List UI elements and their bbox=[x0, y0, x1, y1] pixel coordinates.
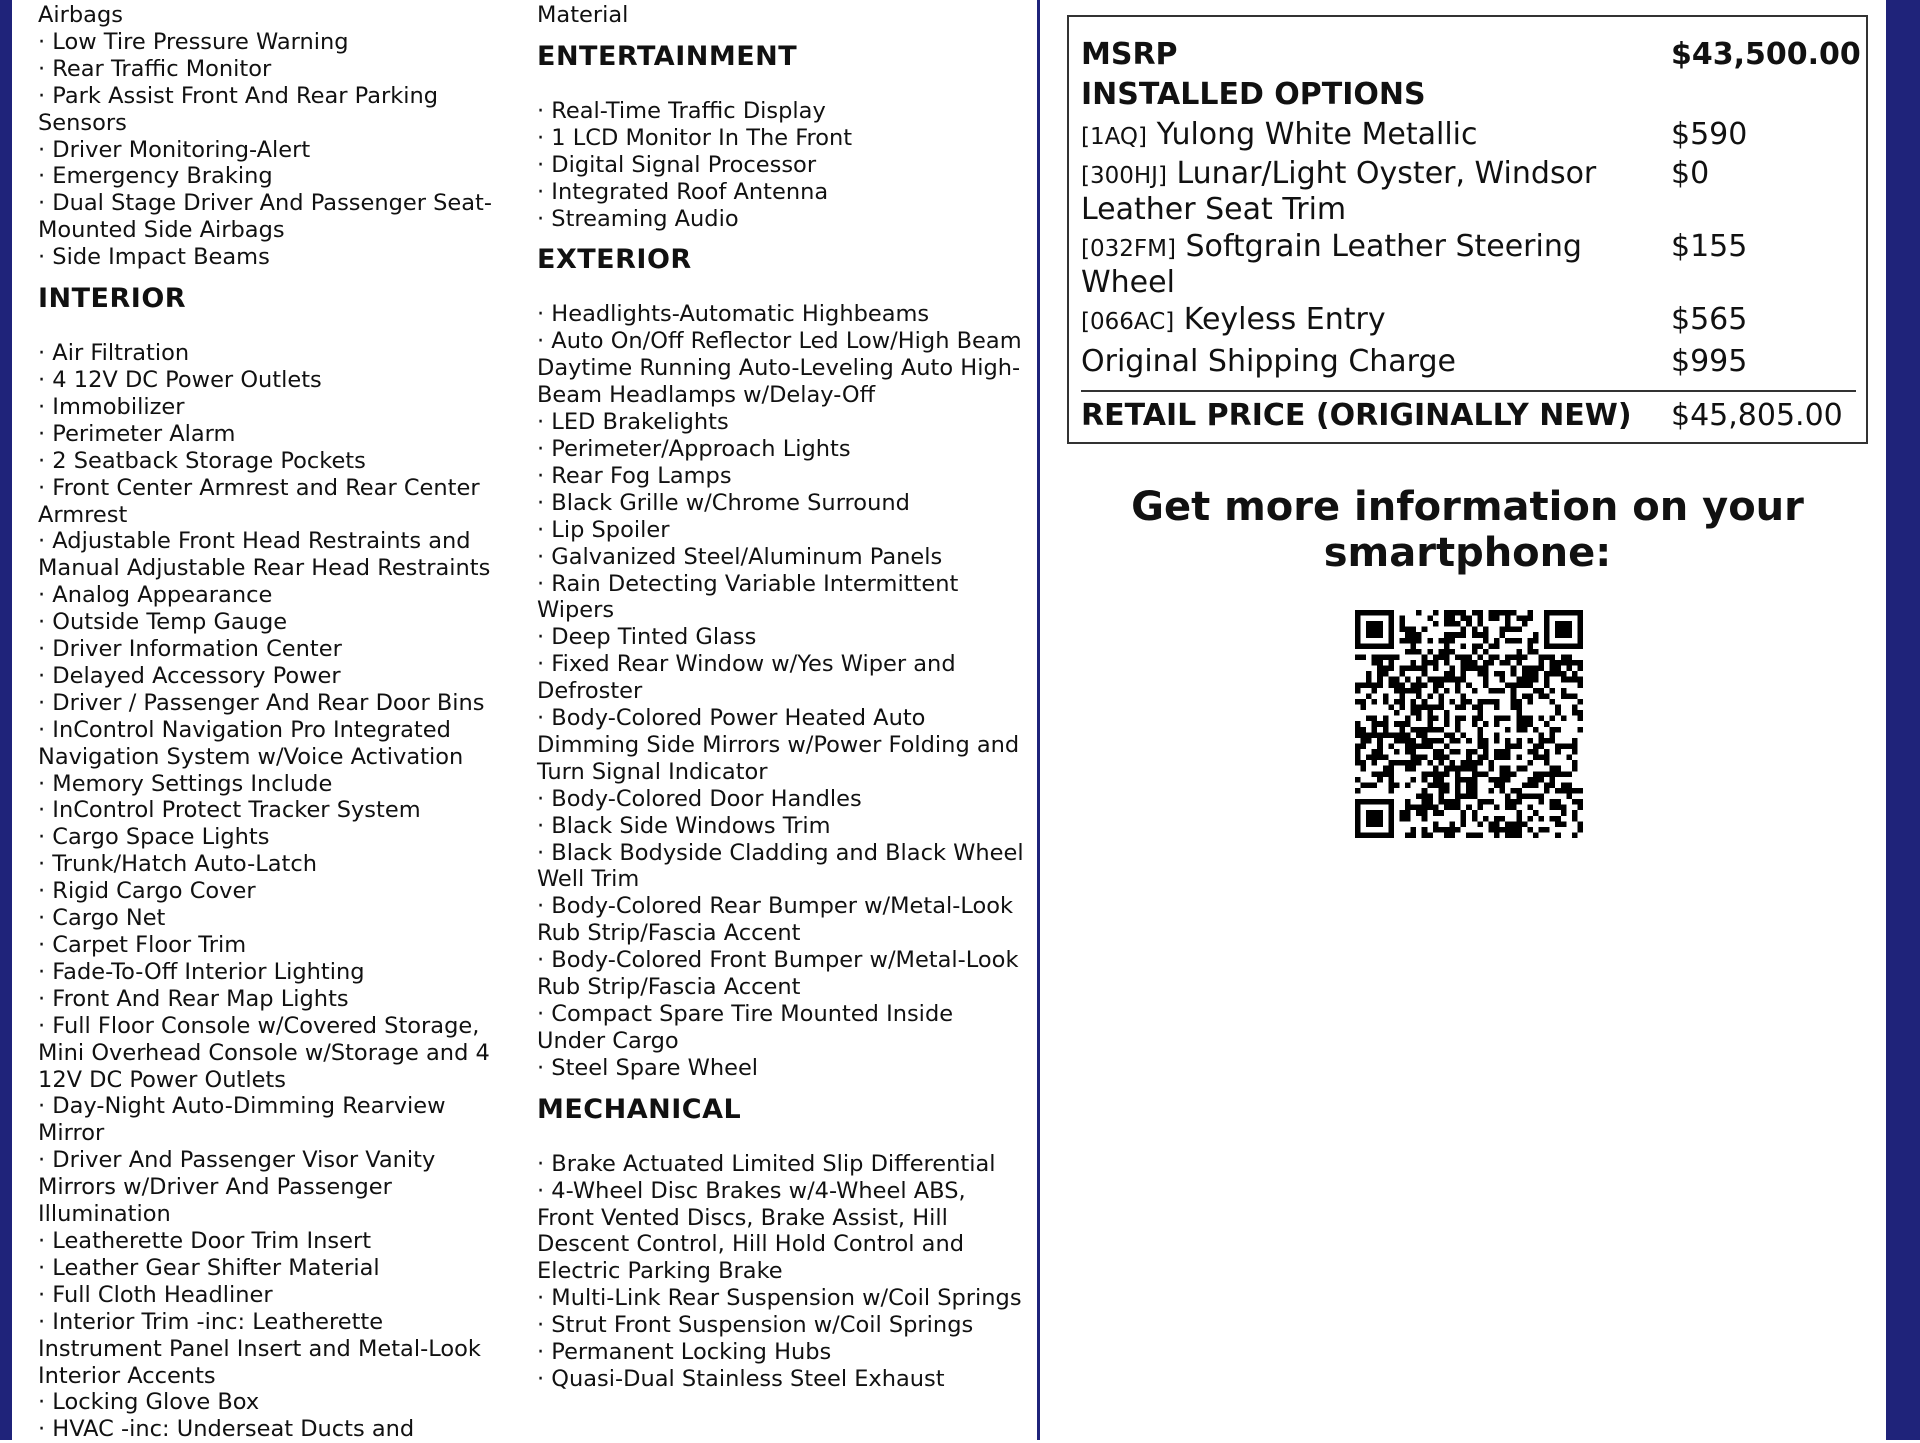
list-item: · Side Impact Beams bbox=[38, 244, 270, 271]
list-item: · Galvanized Steel/Aluminum Panels bbox=[537, 543, 943, 570]
option-code: [032FM] bbox=[1081, 236, 1176, 262]
list-item: Material bbox=[537, 2, 629, 28]
list-item: · Locking Glove Box bbox=[38, 1389, 260, 1416]
list-item: · Body-Colored Power Heated Auto Dimming Side Mirrors w/Power Folding and Turn Signal Indicator bbox=[537, 705, 1020, 785]
list-item: · Analog Appearance bbox=[38, 582, 273, 609]
option-row bbox=[1081, 157, 1856, 227]
features-column-1 bbox=[38, 2, 508, 1443]
right-border bbox=[1886, 0, 1920, 1440]
mechanical-list bbox=[537, 1151, 1027, 1393]
safety-list bbox=[38, 2, 508, 271]
list-item: · Rear Traffic Monitor bbox=[38, 55, 272, 82]
list-item: · Low Tire Pressure Warning bbox=[38, 28, 349, 55]
list-item: · Steel Spare Wheel bbox=[537, 1054, 759, 1081]
list-item: · Multi-Link Rear Suspension w/Coil Springs bbox=[537, 1285, 1022, 1312]
list-item: · Perimeter/Approach Lights bbox=[537, 435, 851, 462]
list-item: · Driver And Passenger Visor Vanity Mirrors w/Driver And Passenger Illumination bbox=[38, 1147, 436, 1228]
list-item: · Dual Stage Driver And Passenger Seat-Mounted Side Airbags bbox=[38, 190, 492, 244]
option-row bbox=[1081, 118, 1856, 154]
section-title-exterior: EXTERIOR bbox=[537, 244, 692, 276]
list-item: · Full Cloth Headliner bbox=[38, 1281, 273, 1308]
option-name: Lunar/Light Oyster, Windsor Leather Seat Trim bbox=[1081, 156, 1597, 227]
options-title: INSTALLED OPTIONS bbox=[1081, 77, 1426, 112]
list-item: · 2 Seatback Storage Pockets bbox=[38, 447, 366, 474]
list-item: Airbags bbox=[38, 2, 123, 28]
interior-list bbox=[38, 340, 508, 1443]
list-item: · Black Side Windows Trim bbox=[537, 812, 831, 839]
list-item: · Rigid Cargo Cover bbox=[38, 878, 256, 905]
list-item: · Delayed Accessory Power bbox=[38, 662, 341, 689]
list-item: · Emergency Braking bbox=[38, 163, 273, 190]
list-item: · Adjustable Front Head Restraints and Manual Adjustable Rear Head Restraints bbox=[38, 528, 491, 582]
list-item: · Full Floor Console w/Covered Storage, Mini Overhead Console w/Storage and 4 12V DC Power Outlets bbox=[38, 1012, 490, 1093]
list-item: · Driver Monitoring-Alert bbox=[38, 136, 311, 163]
list-item: · Day-Night Auto-Dimming Rearview Mirror bbox=[38, 1093, 446, 1147]
list-item: · Lip Spoiler bbox=[537, 516, 670, 543]
msrp-row bbox=[1081, 35, 1861, 75]
option-code: [300HJ] bbox=[1081, 163, 1167, 189]
option-label bbox=[1081, 230, 1671, 300]
retail-label: RETAIL PRICE (ORIGINALLY NEW) bbox=[1081, 398, 1632, 433]
option-name: Softgrain Leather Steering Wheel bbox=[1081, 229, 1582, 300]
left-border bbox=[0, 0, 12, 1440]
list-item: · InControl Navigation Pro Integrated Navigation System w/Voice Activation bbox=[38, 716, 464, 770]
list-item: · Front Center Armrest and Rear Center Armrest bbox=[38, 474, 480, 528]
retail-value: $45,805.00 bbox=[1671, 398, 1843, 433]
option-label bbox=[1081, 118, 1671, 154]
list-item: · Quasi-Dual Stainless Steel Exhaust bbox=[537, 1365, 945, 1392]
option-row bbox=[1081, 230, 1856, 300]
list-item: · LED Brakelights bbox=[537, 409, 729, 436]
list-item: · Permanent Locking Hubs bbox=[537, 1339, 832, 1366]
list-item: · Park Assist Front And Rear Parking Sensors bbox=[38, 82, 439, 136]
option-price: $0 bbox=[1671, 156, 1710, 191]
option-price: $565 bbox=[1671, 302, 1748, 337]
list-item: · Driver / Passenger And Rear Door Bins bbox=[38, 689, 485, 716]
option-label bbox=[1081, 303, 1671, 339]
option-label bbox=[1081, 157, 1671, 227]
msrp-label: MSRP bbox=[1081, 37, 1178, 72]
list-item: · Deep Tinted Glass bbox=[537, 624, 757, 651]
list-item: · Memory Settings Include bbox=[38, 770, 333, 797]
section-title-entertainment: ENTERTAINMENT bbox=[537, 40, 798, 72]
list-item: · Headlights-Automatic Highbeams bbox=[537, 301, 930, 328]
list-item: · Interior Trim -inc: Leatherette Instrument Panel Insert and Metal-Look Interior Accents bbox=[38, 1308, 481, 1389]
list-item: · Digital Signal Processor bbox=[537, 151, 817, 178]
list-item: · Fixed Rear Window w/Yes Wiper and Defroster bbox=[537, 651, 956, 705]
list-item: · Outside Temp Gauge bbox=[38, 609, 288, 636]
list-item: · Rear Fog Lamps bbox=[537, 462, 732, 489]
column-divider bbox=[1037, 0, 1040, 1440]
price-divider bbox=[1081, 390, 1856, 392]
shipping-row bbox=[1081, 342, 1856, 382]
list-item: · Strut Front Suspension w/Coil Springs bbox=[537, 1312, 974, 1339]
retail-row bbox=[1081, 396, 1856, 436]
list-item: · Leather Gear Shifter Material bbox=[38, 1254, 380, 1281]
entertainment-list bbox=[537, 98, 1027, 233]
list-item: · Body-Colored Door Handles bbox=[537, 785, 862, 812]
shipping-label: Original Shipping Charge bbox=[1081, 344, 1456, 379]
msrp-value: $43,500.00 bbox=[1671, 37, 1861, 72]
option-price: $590 bbox=[1671, 117, 1748, 152]
list-item: · Body-Colored Rear Bumper w/Metal-Look Rub Strip/Fascia Accent bbox=[537, 893, 1014, 947]
list-item: · Body-Colored Front Bumper w/Metal-Look Rub Strip/Fascia Accent bbox=[537, 947, 1019, 1001]
list-item: · Streaming Audio bbox=[537, 205, 739, 232]
option-name: Keyless Entry bbox=[1183, 302, 1386, 337]
list-item: · Cargo Space Lights bbox=[38, 824, 270, 851]
list-item: · Black Bodyside Cladding and Black Wheel Well Trim bbox=[537, 839, 1024, 893]
option-name: Yulong White Metallic bbox=[1156, 117, 1478, 152]
list-item: · Carpet Floor Trim bbox=[38, 932, 247, 958]
features-column-2 bbox=[537, 2, 1027, 1393]
list-item: · Cargo Net bbox=[38, 905, 166, 932]
list-item: · Compact Spare Tire Mounted Inside Under Cargo bbox=[537, 1001, 954, 1054]
option-code: [066AC] bbox=[1081, 309, 1175, 335]
list-item: · Driver Information Center bbox=[38, 636, 342, 663]
list-item: · Rain Detecting Variable Intermittent Wipers bbox=[537, 570, 959, 624]
list-item: · Leatherette Door Trim Insert bbox=[38, 1227, 372, 1254]
list-item: · Fade-To-Off Interior Lighting bbox=[38, 958, 365, 985]
list-item: · Real-Time Traffic Display bbox=[537, 97, 826, 124]
list-item: · Integrated Roof Antenna bbox=[537, 178, 829, 205]
list-item: · 1 LCD Monitor In The Front bbox=[537, 124, 853, 151]
list-item: · Perimeter Alarm bbox=[38, 420, 236, 447]
option-code: [1AQ] bbox=[1081, 124, 1148, 150]
list-item: · Air Filtration bbox=[38, 340, 190, 367]
list-item: · Brake Actuated Limited Slip Differential bbox=[537, 1150, 996, 1177]
list-item: · Trunk/Hatch Auto-Latch bbox=[38, 851, 317, 878]
option-row bbox=[1081, 303, 1856, 339]
list-item: · 4 12V DC Power Outlets bbox=[38, 366, 322, 393]
section-title-mechanical: MECHANICAL bbox=[537, 1093, 742, 1125]
list-item: · Auto On/Off Reflector Led Low/High Beam Daytime Running Auto-Leveling Auto High-Beam Headlamps w/Delay-Off bbox=[537, 328, 1022, 409]
list-item: · 4-Wheel Disc Brakes w/4-Wheel ABS, Front Vented Discs, Brake Assist, Hill Descent Control, Hill Hold Control and Electric Parking Brake bbox=[537, 1177, 966, 1285]
shipping-value: $995 bbox=[1671, 344, 1748, 379]
list-item: · Black Grille w/Chrome Surround bbox=[537, 489, 910, 516]
list-item: · InControl Protect Tracker System bbox=[38, 797, 421, 824]
price-box bbox=[1067, 15, 1868, 444]
qr-code-icon[interactable] bbox=[1355, 610, 1583, 838]
section-title-interior: INTERIOR bbox=[38, 283, 187, 315]
options-list bbox=[1081, 118, 1856, 339]
option-price: $155 bbox=[1671, 229, 1748, 264]
list-item: · Front And Rear Map Lights bbox=[38, 985, 349, 1012]
exterior-list bbox=[537, 301, 1027, 1081]
list-item: · HVAC -inc: Underseat Ducts and bbox=[38, 1416, 415, 1443]
list-item: · Immobilizer bbox=[38, 393, 185, 420]
smartphone-cta: Get more information on your smartphone: bbox=[1131, 484, 1804, 576]
